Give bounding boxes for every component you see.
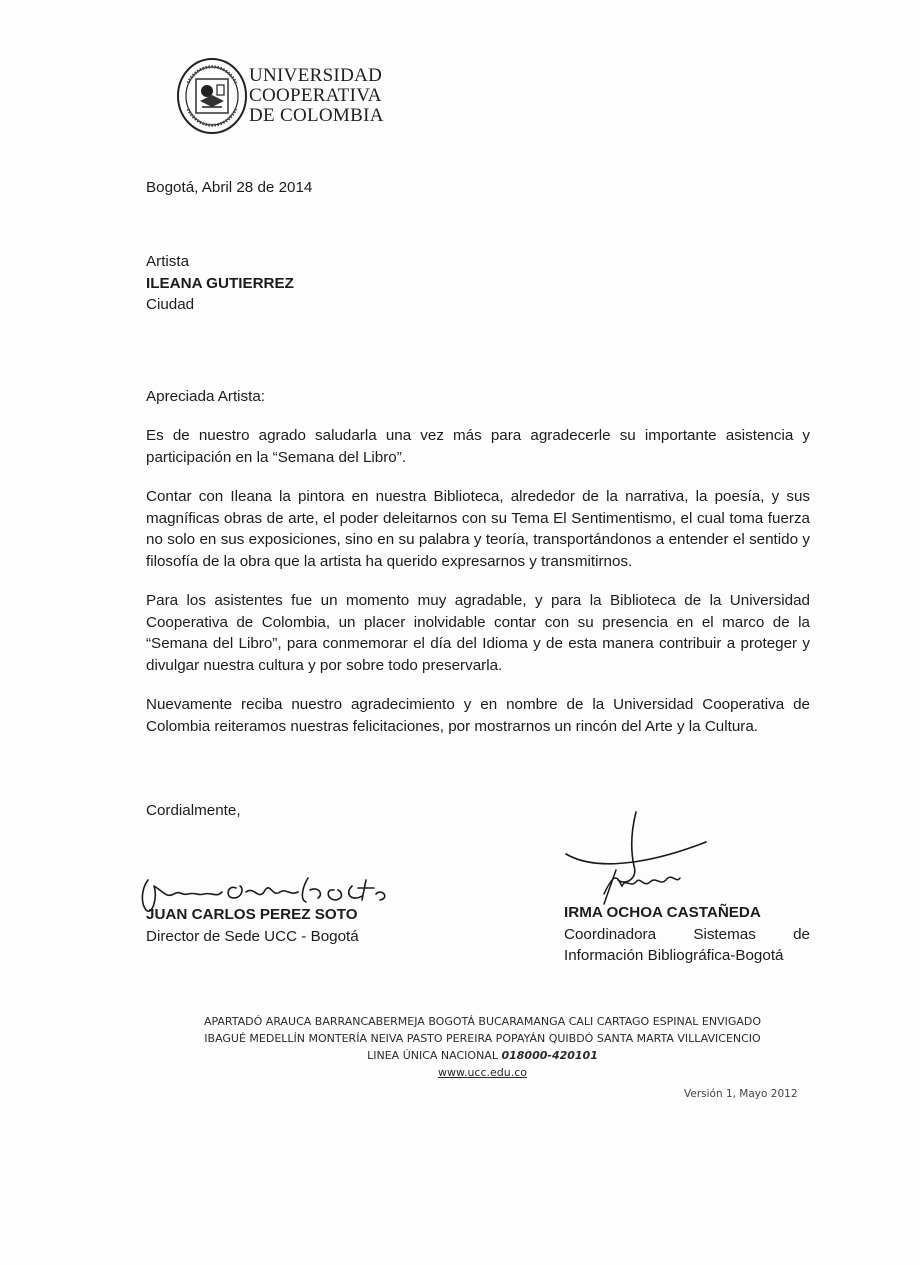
closing: Cordialmente, xyxy=(146,802,241,819)
signatory-right-role-line1: Coordinadora Sistemas de xyxy=(564,925,810,943)
university-logo xyxy=(176,57,406,137)
body-paragraph: Nuevamente reciba nuestro agradecimiento y en nombre de la Universidad Cooperativa de Colombia reiteramos nuestras felicitaciones, por mostrarnos un rincón del Arte y la Cultura. xyxy=(146,696,810,735)
university-name xyxy=(249,66,384,126)
letter-date: Bogotá, Abril 28 de 2014 xyxy=(146,179,313,196)
letter-body xyxy=(146,425,810,755)
university-seal-icon xyxy=(176,57,248,135)
document-version: Versión 1, Mayo 2012 xyxy=(684,1088,798,1100)
body-paragraph: Es de nuestro agrado saludarla una vez más para agradecerle su importante asistencia y participación en la “Semana del Libro”. xyxy=(146,427,810,466)
footer-cities-line2: IBAGUÉ MEDELLÍN MONTERÍA NEIVA PASTO PEREIRA POPAYÁN QUIBDÓ SANTA MARTA VILLAVICENCIO xyxy=(204,1032,761,1045)
footer-phone-number: 018000-420101 xyxy=(501,1049,598,1062)
signatory-right-role-line2: Información Bibliográfica-Bogotá xyxy=(564,947,784,964)
footer-phone-label: LINEA ÚNICA NACIONAL xyxy=(367,1049,498,1062)
university-name-line1: UNIVERSIDAD xyxy=(249,65,383,86)
recipient-city: Ciudad xyxy=(146,296,195,313)
body-paragraph: Para los asistentes fue un momento muy agradable, y para la Biblioteca de la Universidad Cooperativa de Colombia, un placer inolvidable contar con su presencia en el marco de la “Semana del Libro”, para conmemorar el día del Idioma y de esta manera contribuir a proteger y divulgar nuestra cultura y por sobre todo preservarla. xyxy=(146,592,810,674)
handwritten-signature-right xyxy=(560,808,710,908)
recipient-block xyxy=(146,251,294,316)
footer-website-link[interactable]: www.ucc.edu.co xyxy=(437,1066,528,1079)
letter-footer xyxy=(150,1013,815,1081)
university-name-line3: DE COLOMBIA xyxy=(249,105,384,126)
body-paragraph: Contar con Ileana la pintora en nuestra Biblioteca, alrededor de la narrativa, la poesía, y sus magníficas obras de arte, el poder deleitarnos con su Tema El Sentimentismo, el cual toma fuerza no solo en sus exposiciones, sino en su palabra y teoría, transportándonos a entender el sentido y filosofía de la obra que la artista ha querido expresarnos y transmitirnos. xyxy=(146,488,810,570)
signatory-left xyxy=(146,904,359,947)
footer-phone xyxy=(150,1047,815,1064)
signatory-left-role: Director de Sede UCC - Bogotá xyxy=(146,927,359,945)
salutation: Apreciada Artista: xyxy=(146,388,266,405)
recipient-title: Artista xyxy=(146,253,190,270)
university-name-line2: COOPERATIVA xyxy=(249,85,382,106)
recipient-name: ILEANA GUTIERREZ xyxy=(146,274,294,292)
signatory-left-name: JUAN CARLOS PEREZ SOTO xyxy=(146,906,358,923)
signatory-right xyxy=(564,902,810,967)
signatory-right-name: IRMA OCHOA CASTAÑEDA xyxy=(564,904,761,921)
footer-cities-line1: APARTADÓ ARAUCA BARRANCABERMEJA BOGOTÁ BUCARAMANGA CALI CARTAGO ESPINAL ENVIGADO xyxy=(203,1015,762,1028)
